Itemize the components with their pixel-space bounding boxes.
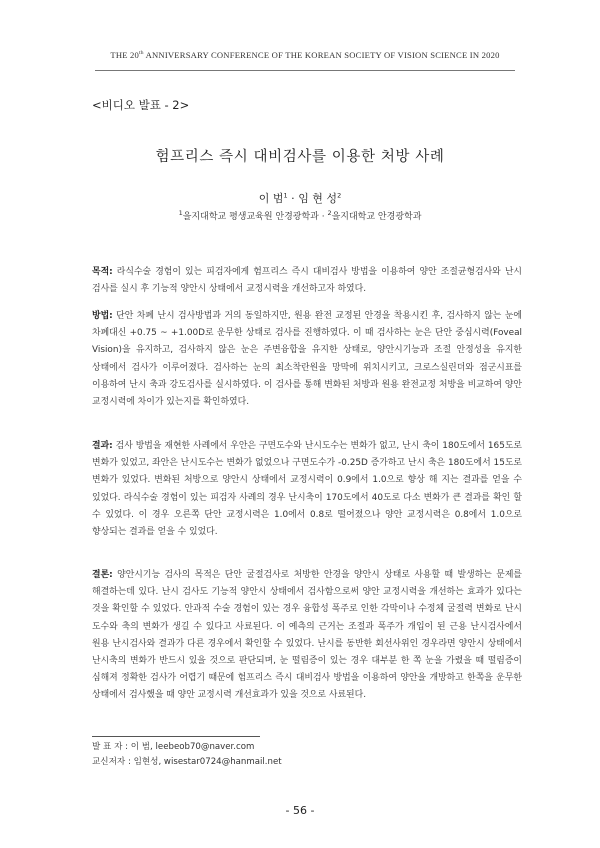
header-divider — [95, 70, 515, 71]
session-label: <비디오 발표 - 2> — [92, 98, 190, 112]
page-number: - 56 - — [285, 804, 315, 817]
conclusion-text: 양안시기능 검사의 목적은 단안 굴절검사로 처방한 안경을 양안시 상태로 사용할 때 발생하는 문제를 해결하는데 있다. 난시 검사도 기능적 양안시 상태에서 검사함으로써 양안 교정시력을 개선하는 효과가 있다는 것을 확인할 수 있었다. 안과적 수술 경험이 있는 경우 융합성 폭주로 인한 각막이나 수정체 굴절력 변화로 난시 도수와 축의 변화가 생길 수 있다고 사료된다. 이 예측의 근거는 조절과 폭주가 개입이 된 근용 난시검사에서 원용 난시검사와 결과가 다른 경우에서 확인할 수 있었다. 난시를 동반한 회선사위인 경우라면 양안시 상태에서 난시축의 변화가 반드시 있을 것으로 판단되며, 눈 떨림증이 있는 경우 대부분 한 쪽 눈을 가렸을 때 떨림증이 심해져 정확한 검사가 어렵기 때문에 험프리스 즉시 대비검사 방법을 이용하여 양안을 개방하고 한쪽을 운무한 상태에서 검사했을 때 양안 교정시력 개선효과가 있을 것으로 사료된다. — [92, 570, 522, 701]
purpose-section — [92, 264, 522, 298]
affiliation-line — [0, 209, 600, 222]
methods-label: 방법: — [92, 311, 113, 321]
affiliation-1: 을지대학교 평생교육원 안경광학과 · — [182, 212, 328, 222]
purpose-text: 라식수술 경험이 있는 피검자에게 험프리스 즉시 대비검사 방법을 이용하여 양안 조절균형검사와 난시 검사를 실시 후 기능적 양안시 상태에서 교정시력을 개선하고자 하였다. — [92, 267, 522, 295]
author-2: 임 현 성 — [298, 192, 338, 205]
author-1-affiliation-mark: 1 — [283, 191, 288, 200]
author-2-affiliation-mark: 2 — [337, 191, 342, 200]
footnote-presenter: 발 표 자 : 이 범, leebeob70@naver.com — [92, 742, 255, 752]
results-text: 검사 방법을 재현한 사례에서 우안은 구면도수와 난시도수는 변화가 없고, 난시 축이 180도에서 165도로 변화가 있었고, 좌안은 난시도수는 변화가 없었으나 구면도수가 -0.25D 증가하고 난시 축은 180도에서 15도로 변화가 있었다. 변화된 처방으로 양안시 상태에서 교정시력이 0.9에서 1.0으로 향상 해 지는 결과를 얻을 수 있었다. 라식수술 경험이 있는 피검자 사례의 경우 난시축이 170도에서 40도로 다소 변화가 큰 결과를 확인 할 수 있었다. 이 경우 오른쪽 단안 교정시력은 1.0에서 0.8로 떨어졌으나 양안 교정시력은 0.8에서 1.0으로 향상되는 결과를 얻을 수 있었다. — [92, 441, 522, 538]
conclusion-label: 결론: — [92, 570, 113, 580]
footnote-divider — [92, 736, 260, 737]
results-section — [92, 438, 522, 541]
conference-header-ordinal: th — [139, 50, 144, 57]
author-1: 이 범 — [258, 192, 284, 205]
methods-section — [92, 308, 522, 411]
paper-title: 험프리스 즉시 대비검사를 이용한 처방 사례 — [155, 149, 445, 165]
results-label: 결과: — [92, 441, 113, 451]
conclusion-section — [92, 567, 522, 705]
affiliation-1-mark: 1 — [178, 209, 183, 217]
footnote-corresponding-author: 교신저자 : 임현성, wisestar0724@hanmail.net — [92, 757, 282, 767]
affiliation-2: 을지대학교 안경광학과 — [331, 212, 422, 222]
affiliation-2-mark: 2 — [327, 209, 332, 217]
conference-header-prefix: THE 20 — [110, 50, 140, 60]
conference-header-suffix: ANNIVERSARY CONFERENCE OF THE KOREAN SOCIETY OF VISION SCIENCE IN 2020 — [143, 50, 500, 60]
conference-header — [95, 50, 515, 60]
author-line — [0, 190, 600, 206]
author-separator: · — [287, 192, 299, 205]
methods-text: 단안 차폐 난시 검사방법과 거의 동일하지만, 원용 완전 교정된 안경을 착용시킨 후, 검사하지 않는 눈에 차폐대신 +0.75 ~ +1.00D로 운무한 상태로 검사를 진행하였다. 이 때 검사하는 눈은 단안 중심시력(Foveal Vision)을 유지하고, 검사하지 않은 눈은 주변융합을 유지한 상태로, 양안시기능과 조절 안정성을 유지한 상태에서 검사가 이루어졌다. 검사하는 눈의 최소착란원을 망막에 위치시키고, 크로스실린더와 점군시표를 이용하여 난시 축과 강도검사를 실시하였다. 이 검사를 통해 변화된 처방과 원용 완전교정 처방을 비교하여 양안 교정시력에 차이가 있는지를 확인하였다. — [92, 311, 522, 408]
purpose-label: 목적: — [92, 267, 113, 277]
